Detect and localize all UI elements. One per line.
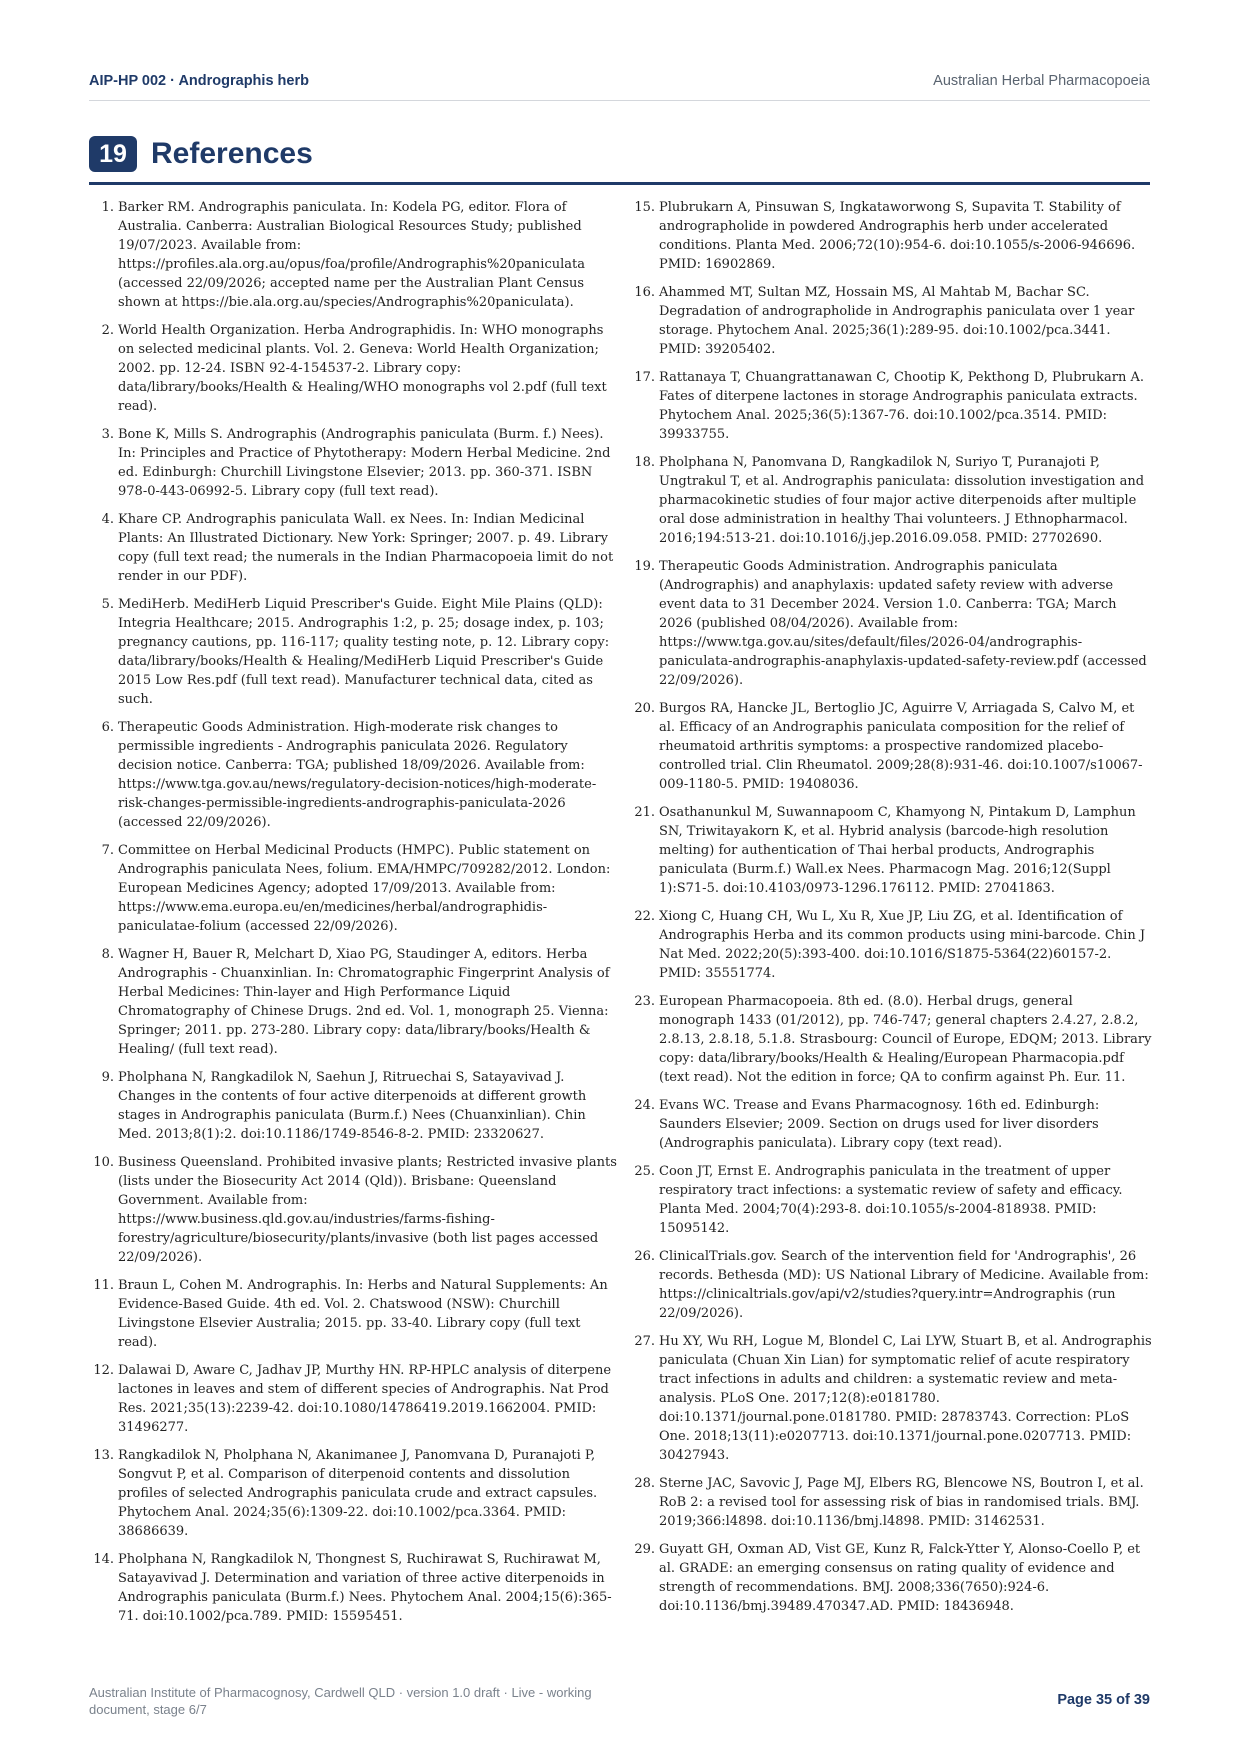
reference-text: Burgos RA, Hancke JL, Bertoglio JC, Aguirre V, Arriagada S, Calvo M, et al. Efficacy of an Andrographis paniculata composition for the relief of rheumatoid arthritis symptoms: a prospective randomized placebo-controlled trial. Clin Rheumatol. 2009;28(8):931-46. doi:10.1007/s10067-009-1180-5. PMID: 19408036. [659,701,1143,792]
reference-item [89,841,621,936]
reference-item [630,1332,1152,1465]
reference-text: Sterne JAC, Savovic J, Page MJ, Elbers RG, Blencowe NS, Boutron I, et al. RoB 2: a revised tool for assessing risk of bias in randomised trials. BMJ. 2019;366:l4898. doi:10.1136/bmj.l4898. PMID: 31462531. [659,1476,1144,1529]
reference-number: 17. [634,370,655,385]
reference-number: 25. [634,1164,655,1179]
reference-item [630,1540,1152,1616]
reference-text: ClinicalTrials.gov. Search of the intervention field for 'Andrographis', 26 records. Bethesda (MD): US National Library of Medicine. Available from: https://clinicaltrials.gov/api/v2/studies?query.intr=Andrographis (run 22/09/2026). [659,1249,1149,1321]
reference-text: European Pharmacopoeia. 8th ed. (8.0). Herbal drugs, general monograph 1433 (01/2012), pp. 746-747; general chapters 2.4.27, 2.8.2, 2.8.13, 2.8.18, 5.1.8. Strasbourg: Council of Europe, EDQM; 2013. Library copy: data/library/books/Health & Healing/European Pharmacopia.pdf (text read). Not the edition in force; QA to confirm against Ph. Eur. 11. [659,994,1152,1085]
reference-text: Xiong C, Huang CH, Wu L, Xu R, Xue JP, Liu ZG, et al. Identification of Andrographis Herba and its common products using mini-barcode. Chin J Nat Med. 2022;20(5):393-400. doi:10.1016/S1875-5364(22)60157-2. PMID: 35551774. [659,909,1146,981]
reference-number: 3. [101,427,114,442]
reference-number: 12. [93,1363,114,1378]
references-column-left [89,198,621,1635]
reference-text: Braun L, Cohen M. Andrographis. In: Herbs and Natural Supplements: An Evidence-Based Guide. 4th ed. Vol. 2. Chatswood (NSW): Churchill Livingstone Elsevier Australia; 2015. pp. 33-40. Library copy (full text read). [118,1278,608,1350]
reference-text: Hu XY, Wu RH, Logue M, Blondel C, Lai LYW, Stuart B, et al. Andrographis paniculata (Chuan Xin Lian) for symptomatic relief of acute respiratory tract infections in adults and children: a systematic review and meta-analysis. PLoS One. 2017;12(8):e0181780. doi:10.1371/journal.pone.0181780. PMID: 28783743. Correction: PLoS One. 2018;13(11):e0207713. doi:10.1371/journal.pone.0207713. PMID: 30427943. [659,1334,1152,1463]
reference-item [89,718,621,832]
reference-text: Osathanunkul M, Suwannapoom C, Khamyong N, Pintakum D, Lamphun SN, Triwitayakorn K, et al. Hybrid analysis (barcode-high resolution melting) for authentication of Thai herbal products, Andrographis paniculata (Burm.f.) Wall.ex Nees. Pharmacogn Mag. 2016;12(Suppl 1):S71-5. doi:10.4103/0973-1296.176112. PMID: 27041863. [659,805,1136,896]
reference-number: 23. [634,994,655,1009]
reference-number: 7. [101,843,114,858]
references-column-right [630,198,1152,1625]
reference-item [89,1153,621,1267]
document-id: AIP-HP 002 · Andrographis herb [89,73,309,89]
reference-item [89,595,621,709]
reference-number: 2. [101,323,114,338]
reference-number: 21. [634,805,655,820]
reference-number: 10. [93,1155,114,1170]
reference-item [630,1162,1152,1238]
reference-item [89,1276,621,1352]
reference-number: 8. [101,947,114,962]
reference-item [89,945,621,1059]
reference-text: MediHerb. MediHerb Liquid Prescriber's Guide. Eight Mile Plains (QLD): Integria Healthcare; 2015. Andrographis 1:2, p. 25; dosage index, p. 103; pregnancy cautions, pp. 116-117; quality testing note, p. 12. Library copy: data/library/books/Health & Healing/MediHerb Liquid Prescriber's Guide 2015 Low Res.pdf (full text read). Manufacturer technical data, cited as such. [118,597,610,707]
footer-institution: Australian Institute of Pharmacognosy, Cardwell QLD · version 1.0 draft · Live - working document, stage 6/7 [89,1685,592,1717]
reference-text: Barker RM. Andrographis paniculata. In: Kodela PG, editor. Flora of Australia. Canberra: Australian Biological Resources Study; published 19/07/2023. Available from: https://profiles.ala.org.au/opus/foa/profile/Andrographis%20paniculata (accessed 22/09/2026; accepted name per the Australian Plant Census shown at https://bie.ala.org.au/species/Andrographis%20paniculata). [118,200,586,310]
page-number: Page 35 of 39 [1057,1692,1150,1708]
section-title: References [151,137,313,170]
reference-text: Pholphana N, Panomvana D, Rangkadilok N, Suriyo T, Puranajoti P, Ungtrakul T, et al. Andrographis paniculata: dissolution investigation and pharmacokinetic studies of four major active diterpenoids after multiple oral dose administration in healthy Thai volunteers. J Ethnopharmacol. 2016;194:513-21. doi:10.1016/j.jep.2016.09.058. PMID: 27702690. [659,455,1145,546]
reference-item [89,510,621,586]
reference-text: Pholphana N, Rangkadilok N, Saehun J, Ritruechai S, Satayavivad J. Changes in the contents of four active diterpenoids at different growth stages in Andrographis paniculata (Burm.f.) Nees (Chuanxinlian). Chin Med. 2013;8(1):2. doi:10.1186/1749-8546-8-2. PMID: 23320627. [118,1070,587,1142]
reference-text: Bone K, Mills S. Andrographis (Andrographis paniculata (Burm. f.) Nees). In: Principles and Practice of Phytotherapy: Modern Herbal Medicine. 2nd ed. Edinburgh: Churchill Livingstone Elsevier; 2013. pp. 360-371. ISBN 978-0-443-06992-5. Library copy (full text read). [118,427,611,499]
reference-number: 11. [93,1278,114,1293]
reference-item [630,992,1152,1087]
reference-number: 15. [634,200,655,215]
reference-text: Rattanaya T, Chuangrattanawan C, Chootip K, Pekthong D, Plubrukarn A. Fates of diterpene lactones in storage Andrographis paniculata extracts. Phytochem Anal. 2025;36(5):1367-76. doi:10.1002/pca.3514. PMID: 39933755. [659,370,1145,442]
reference-text: World Health Organization. Herba Andrographidis. In: WHO monographs on selected medicinal plants. Vol. 2. Geneva: World Health Organization; 2002. pp. 12-24. ISBN 92-4-154537-2. Library copy: data/library/books/Health & Healing/WHO monographs vol 2.pdf (full text read). [118,323,607,414]
reference-item [630,1474,1152,1531]
reference-text: Coon JT, Ernst E. Andrographis paniculata in the treatment of upper respiratory tract infections: a systematic review of safety and efficacy. Planta Med. 2004;70(4):293-8. doi:10.1055/s-2004-818938. PMID: 15095142. [659,1164,1123,1236]
reference-number: 13. [93,1448,114,1463]
reference-item [89,1446,621,1541]
reference-number: 24. [634,1098,655,1113]
reference-text: Evans WC. Trease and Evans Pharmacognosy. 16th ed. Edinburgh: Saunders Elsevier; 2009. Section on drugs used for liver disorders (Andrographis paniculata). Library copy (text read). [659,1098,1100,1151]
reference-item [89,1361,621,1437]
reference-item [89,1550,621,1626]
reference-number: 27. [634,1334,655,1349]
reference-item [630,198,1152,274]
reference-item [89,425,621,501]
reference-text: Khare CP. Andrographis paniculata Wall. ex Nees. In: Indian Medicinal Plants: An Illustrated Dictionary. New York: Springer; 2007. p. 49. Library copy (full text read; the numerals in the Indian Pharmacopoeia limit do not render in our PDF). [118,512,614,584]
reference-number: 19. [634,559,655,574]
reference-number: 22. [634,909,655,924]
reference-text: Ahammed MT, Sultan MZ, Hossain MS, Al Mahtab M, Bachar SC. Degradation of andrographolide in Andrographis paniculata over 1 year storage. Phytochem Anal. 2025;36(1):289-95. doi:10.1002/pca.3441. PMID: 39205402. [659,285,1135,357]
reference-text: Therapeutic Goods Administration. High-moderate risk changes to permissible ingredients - Andrographis paniculata 2026. Regulatory decision notice. Canberra: TGA; published 18/09/2026. Available from: https://www.tga.gov.au/news/regulatory-decision-notices/high-moderate-risk-changes-permissible-ingredients-andrographis-paniculata-2026 (accessed 22/09/2026). [118,720,597,830]
reference-number: 16. [634,285,655,300]
reference-number: 28. [634,1476,655,1491]
reference-item [630,1096,1152,1153]
section-number-badge: 19 [89,136,137,172]
reference-text: Plubrukarn A, Pinsuwan S, Ingkataworwong S, Supavita T. Stability of andrographolide in powdered Andrographis herb under accelerated conditions. Planta Med. 2006;72(10):954-6. doi:10.1055/s-2006-946696. PMID: 16902869. [659,200,1136,272]
reference-text: Business Queensland. Prohibited invasive plants; Restricted invasive plants (lists under the Biosecurity Act 2014 (Qld)). Brisbane: Queensland Government. Available from: https://www.business.qld.gov.au/industries/farms-fishing-forestry/agriculture/biosecurity/plants/invasive (both list pages accessed 22/09/2026). [118,1155,617,1265]
reference-text: Pholphana N, Rangkadilok N, Thongnest S, Ruchirawat S, Ruchirawat M, Satayavivad J. Determination and variation of three active diterpenoids in Andrographis paniculata (Burm.f.) Nees. Phytochem Anal. 2004;15(6):365-71. doi:10.1002/pca.789. PMID: 15595451. [118,1552,612,1624]
reference-number: 6. [101,720,114,735]
reference-text: Committee on Herbal Medicinal Products (HMPC). Public statement on Andrographis paniculata Nees, folium. EMA/HMPC/709282/2012. London: European Medicines Agency; adopted 17/09/2013. Available from: https://www.ema.europa.eu/en/medicines/herbal/andrographidis-paniculatae-folium (accessed 22/09/2026). [118,843,611,934]
reference-text: Wagner H, Bauer R, Melchart D, Xiao PG, Staudinger A, editors. Herba Andrographis - Chuanxinlian. In: Chromatographic Fingerprint Analysis of Herbal Medicines: Thin-layer and High Performance Liquid Chromatography of Chinese Drugs. 2nd ed. Vol. 1, monograph 25. Vienna: Springer; 2011. pp. 273-280. Library copy: data/library/books/Health & Healing/ (full text read). [118,947,610,1057]
reference-number: 4. [101,512,114,527]
reference-text: Rangkadilok N, Pholphana N, Akanimanee J, Panomvana D, Puranajoti P, Songvut P, et al. Comparison of diterpenoid contents and dissolution profiles of selected Andrographis paniculata crude and extract capsules. Phytochem Anal. 2024;35(6):1309-22. doi:10.1002/pca.3364. PMID: 38686639. [118,1448,598,1539]
reference-number: 29. [634,1542,655,1557]
reference-number: 9. [101,1070,114,1085]
reference-item [89,321,621,416]
reference-text: Guyatt GH, Oxman AD, Vist GE, Kunz R, Falck-Ytter Y, Alonso-Coello P, et al. GRADE: an emerging consensus on rating quality of evidence and strength of recommendations. BMJ. 2008;336(7650):924-6. doi:10.1136/bmj.39489.470347.AD. PMID: 18436948. [659,1542,1141,1614]
reference-item [630,283,1152,359]
reference-item [630,557,1152,690]
reference-number: 26. [634,1249,655,1264]
publication-name: Australian Herbal Pharmacopoeia [933,73,1150,89]
reference-number: 5. [101,597,114,612]
reference-number: 20. [634,701,655,716]
reference-item [89,198,621,312]
section-heading [89,134,1150,185]
reference-item [630,699,1152,794]
reference-item [630,803,1152,898]
reference-item [630,907,1152,983]
reference-number: 14. [93,1552,114,1567]
reference-item [89,1068,621,1144]
reference-item [630,368,1152,444]
reference-text: Therapeutic Goods Administration. Andrographis paniculata (Andrographis) and anaphylaxis: updated safety review with adverse event data to 31 December 2024. Version 1.0. Canberra: TGA; March 2026 (published 08/04/2026). Available from: https://www.tga.gov.au/sites/default/files/2026-04/andrographis-paniculata-andrographis-anaphylaxis-updated-safety-review.pdf (accessed 22/09/2026). [659,559,1147,688]
page-header [89,70,1150,101]
reference-text: Dalawai D, Aware C, Jadhav JP, Murthy HN. RP-HPLC analysis of diterpene lactones in leaves and stem of different species of Andrographis. Nat Prod Res. 2021;35(13):2239-42. doi:10.1080/14786419.2019.1662004. PMID: 31496277. [118,1363,612,1435]
reference-item [630,453,1152,548]
reference-item [630,1247,1152,1323]
reference-number: 1. [101,200,114,215]
reference-number: 18. [634,455,655,470]
